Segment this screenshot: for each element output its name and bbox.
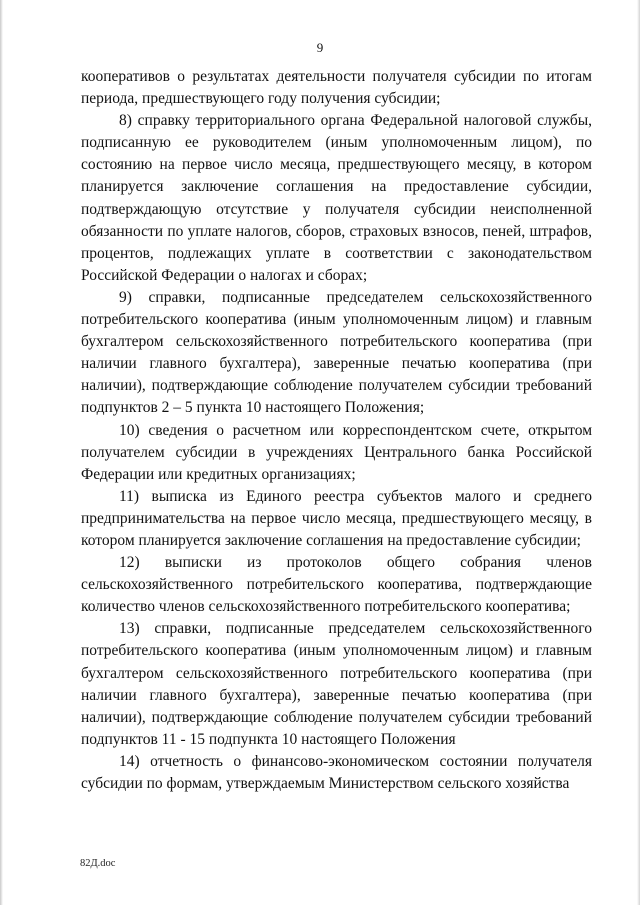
paragraph-item-10: 10) сведения о расчетном или корреспондентском счете, открытом получателем субсидии в учреждениях Центрального банка Российской Федерации или кредитных организациях; [81, 421, 592, 483]
paragraph-item-8: 8) справку территориального органа Федеральной налоговой службы, подписанную ее руководителем (иным уполномоченным лицом), по состоянию на первое число месяца, предшествующего месяцу, в котором планируется заключение соглашения на предоставление субсидии, подтверждающую отсутствие у получателя субсидии неисполненной обязанности по уплате налогов, сборов, страховых взносов, пеней, штрафов, процентов, подлежащих уплате в соответствии с законодательством Российской Федерации о налогах и сборах; [81, 112, 592, 284]
page-number: 9 [316, 40, 324, 55]
paragraph-item-11: 11) выписка из Единого реестра субъектов малого и среднего предпринимательства на первое число месяца, предшествующего месяцу, в котором планируется заключение соглашения на предоставление субсидии; [81, 487, 592, 549]
paragraph-item-12: 12) выписки из протоколов общего собрания членов сельскохозяйственного потребительского кооператива, подтверждающие количество членов сельскохозяйственного потребительского кооператива; [81, 554, 592, 616]
scan-edge-left [0, 0, 3, 905]
document-body [81, 66, 592, 795]
paragraph-item-13: 13) справки, подписанные председателем сельскохозяйственного потребительского кооператива (иным уполномоченным лицом) и главным бухгалтером сельскохозяйственного потребительского кооператива (при наличии главного бухгалтера), заверенные печатью кооператива (при наличии), подтверждающие соблюдение получателем субсидии требований подпунктов 11 - 15 подпункта 10 настоящего Положения [81, 620, 592, 748]
paragraph-continuation: кооперативов о результатах деятельности получателя субсидии по итогам периода, предшествующего году получения субсидии; [81, 68, 592, 108]
paragraph-item-9: 9) справки, подписанные председателем сельскохозяйственного потребительского кооператива (иным уполномоченным лицом) и главным бухгалтером сельскохозяйственного потребительского кооператива (при наличии главного бухгалтера), заверенные печатью кооператива (при наличии), подтверждающие соблюдение получателем субсидии требований подпунктов 2 – 5 пункта 10 настоящего Положения; [81, 288, 592, 417]
footer-file-name: 82Д.doc [80, 858, 116, 869]
paragraph-item-14: 14) отчетность о финансово-экономическом состоянии получателя субсидии по формам, утверждаемым Министерством сельского хозяйства [81, 752, 592, 792]
